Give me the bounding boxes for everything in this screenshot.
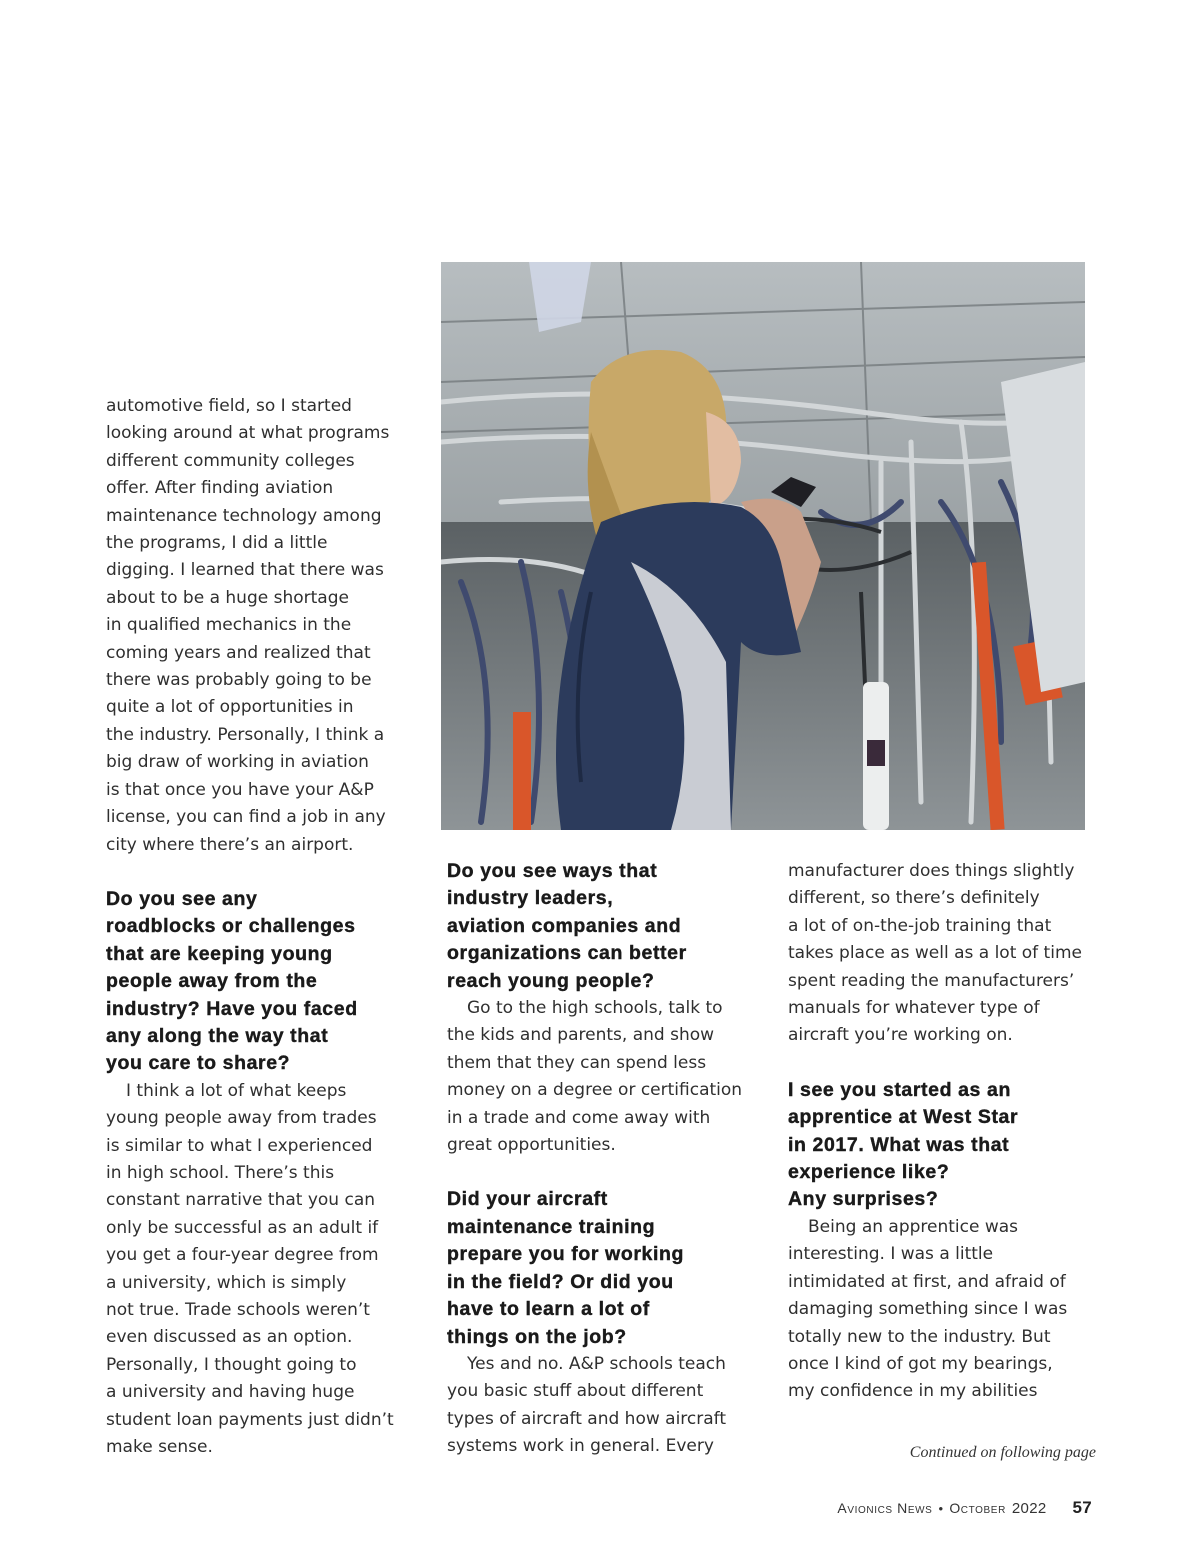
body-paragraph: automotive field, so I started looking around at what programs different community colleges offer. After finding aviation maintenance technology among the programs, I did a little digging. I learned that there was about to be a huge shortage in qualified mechanics in the coming years and realized that there was probably going to be quite a lot of opportunities in the industry. Personally, I think a big draw of working in aviation is that once you have your A&P license, you can find a job in any city where there’s an airport. [106, 396, 390, 855]
publication-name: Avionics News [837, 1500, 933, 1516]
body-paragraph: manufacturer does things slightly different, so there’s definitely a lot of on-the-job training that takes place as well as a lot of time spent reading the manufacturers’ manuals for whatever type of aircraft you’re working on. [788, 861, 1082, 1046]
body-paragraph: Being an apprentice was interesting. I was a little intimidated at first, and afraid of damaging something since I was totally new to the industry. But once I kind of got my bearings, my confidence in my abilities [788, 1216, 1068, 1402]
interview-question: Do you see ways that industry leaders, aviation companies and organizations can better reach young people? [447, 860, 687, 992]
continued-note: Continued on following page [909, 1444, 1096, 1461]
interview-question: Did your aircraft maintenance training prepare you for working in the field? Or did you have to learn a lot of things on the job? [447, 1188, 685, 1348]
page-footer [837, 1498, 1092, 1518]
footer-bullet: • [938, 1501, 944, 1516]
page-number: 57 [1072, 1498, 1092, 1517]
body-paragraph: Yes and no. A&P schools teach you basic stuff about different types of aircraft and how aircraft systems work in general. Every [447, 1353, 727, 1457]
article-photo [441, 262, 1085, 830]
issue-month: October [949, 1500, 1006, 1516]
issue-year: 2022 [1011, 1500, 1047, 1517]
interview-question: I see you started as an apprentice at West Star in 2017. What was that experience like? Any surprises? [788, 1078, 1019, 1211]
technician-photo-illustration [441, 262, 1085, 830]
body-paragraph: Go to the high schools, talk to the kids and parents, and show them that they can spend less money on a degree or certification in a trade and come away with great opportunities. [447, 998, 743, 1156]
column-3 [788, 858, 1088, 1406]
column-2 [447, 858, 747, 1461]
body-paragraph: I think a lot of what keeps young people away from trades is similar to what I experienced in high school. There’s this constant narrative that you can only be successful as an adult if you get a four-year degree from a university, which is simply not true. Trade schools weren’t even discussed as an option. Personally, I thought going to a university and having huge student loan payments just didn’t make sense. [106, 1080, 394, 1458]
interview-question: Do you see any roadblocks or challenges that are keeping young people away from the industry? Have you faced any along the way that you care to share? [106, 887, 358, 1075]
column-1 [106, 393, 406, 1461]
